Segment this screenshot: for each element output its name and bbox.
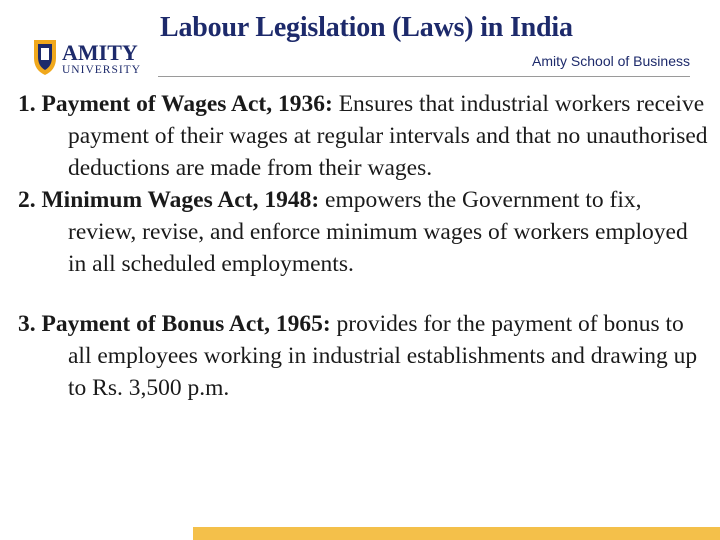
- act-description: Ensures that industrial workers receive payment of their wages at regular intervals and that no unauthorised deductions are made from their wages.: [68, 91, 708, 181]
- item-number: 1.: [18, 91, 36, 117]
- list-item: [18, 308, 708, 404]
- list-item: [18, 88, 708, 184]
- act-name: Payment of Bonus Act, 1965:: [41, 311, 331, 337]
- slide-content: [18, 88, 708, 404]
- item-number: 2.: [18, 187, 36, 213]
- act-name: Payment of Wages Act, 1936:: [41, 91, 333, 117]
- footer-accent-bar: [193, 527, 720, 540]
- slide-title: Labour Legislation (Laws) in India: [160, 12, 573, 43]
- list-item: [18, 184, 708, 280]
- act-name: Minimum Wages Act, 1948:: [41, 187, 320, 213]
- amity-crest-icon: [32, 36, 158, 78]
- school-name: Amity School of Business: [532, 53, 690, 69]
- amity-university-logo: [32, 36, 158, 78]
- header-divider: [158, 76, 690, 77]
- item-number: 3.: [18, 311, 36, 337]
- act-description: empowers the Government to fix, review, revise, and enforce minimum wages of workers employed in all scheduled employments.: [68, 187, 688, 277]
- logo-wordmark: AMITY: [62, 40, 138, 65]
- act-description: provides for the payment of bonus to all employees working in industrial establishments and drawing up to Rs. 3,500 p.m.: [68, 311, 698, 401]
- logo-subwordmark: UNIVERSITY: [62, 64, 141, 76]
- spacer: [18, 280, 708, 308]
